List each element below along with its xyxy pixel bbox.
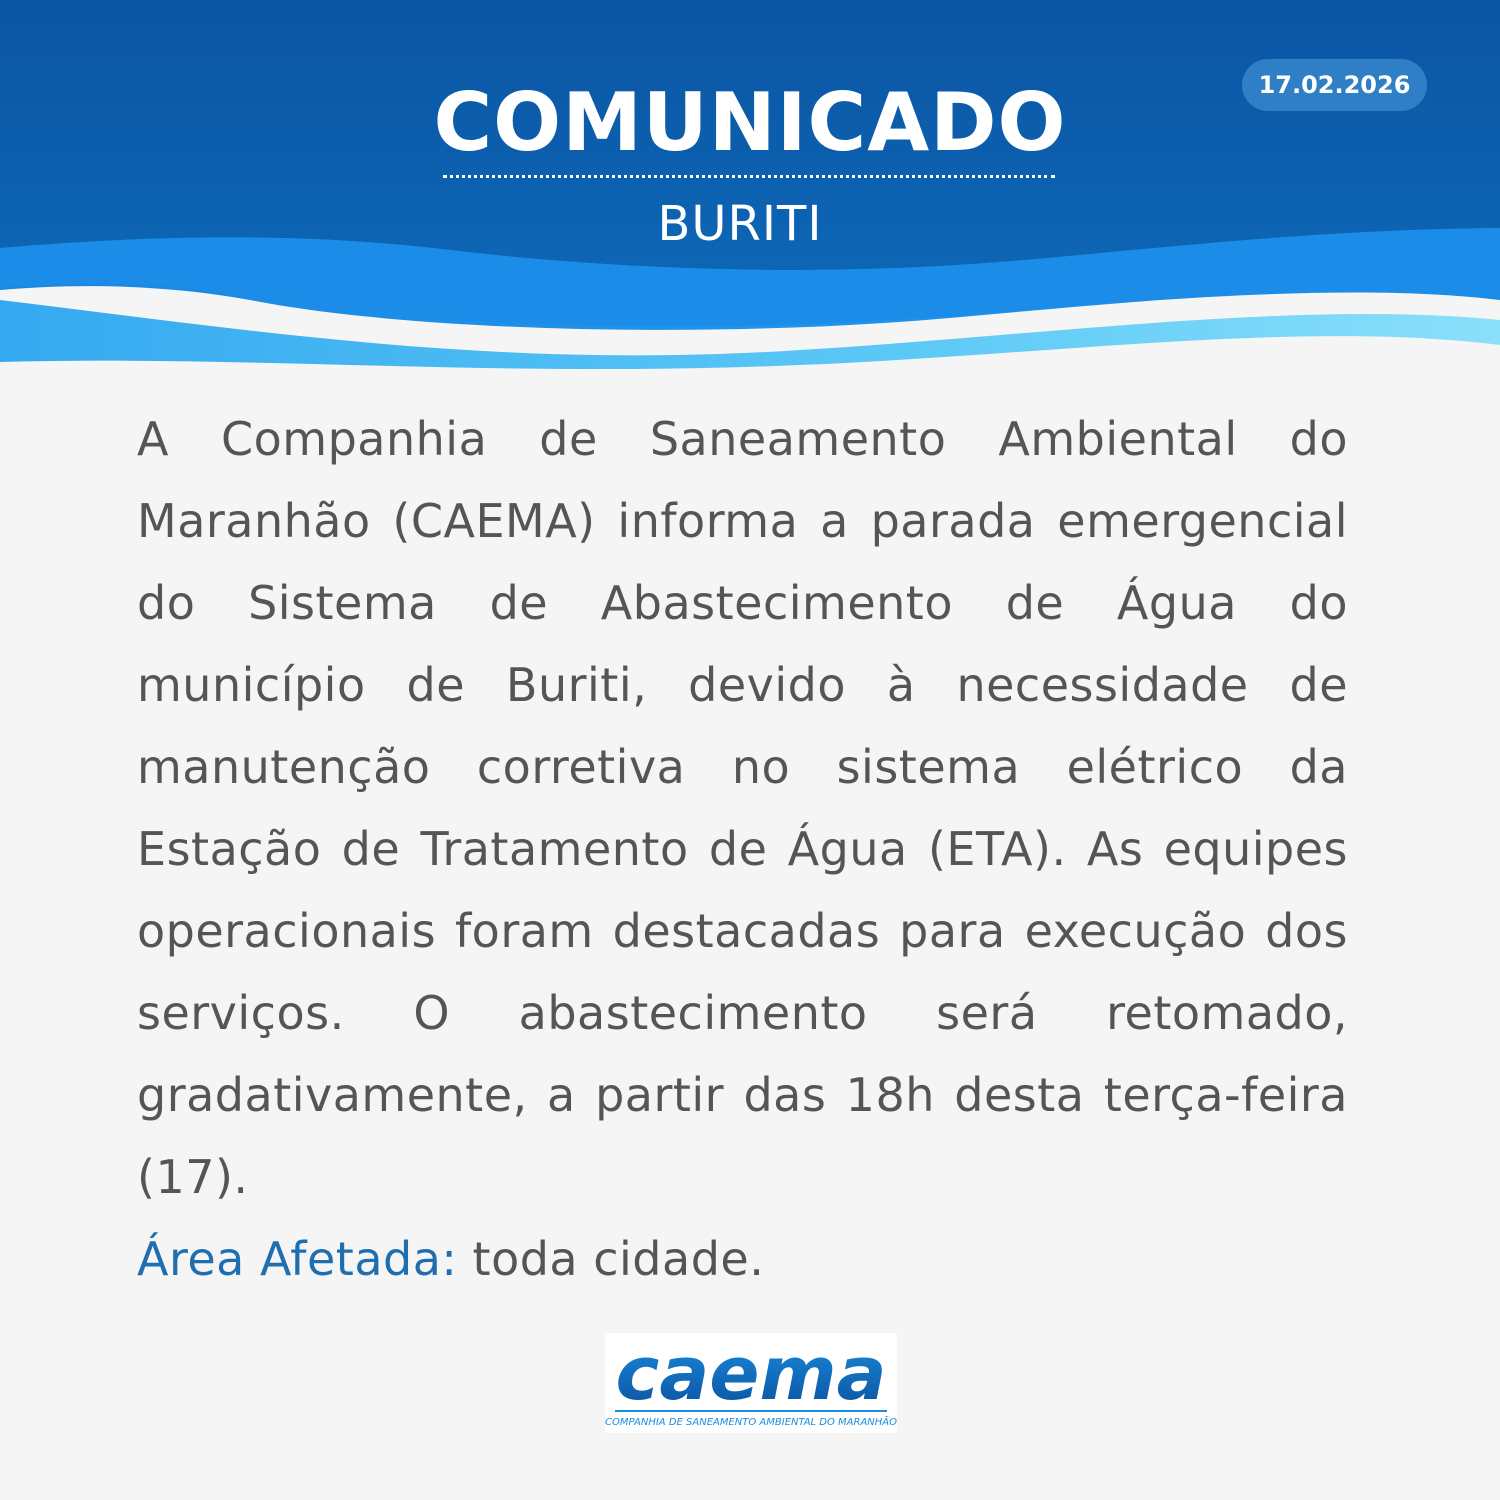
caema-logo-mark — [605, 1333, 897, 1433]
svg-text:COMPANHIA DE SANEAMENTO AMBIEN: COMPANHIA DE SANEAMENTO AMBIENTAL DO MARANHÃO — [605, 1417, 897, 1428]
title-divider — [443, 175, 1055, 178]
page-title: COMUNICADO — [433, 76, 1067, 169]
affected-area-label: Área Afetada: — [137, 1232, 458, 1286]
date-badge: 17.02.2026 — [1242, 59, 1427, 111]
location-subtitle: BURITI — [657, 196, 823, 252]
affected-area-value: toda cidade. — [472, 1232, 765, 1286]
affected-area-line — [137, 1218, 1348, 1300]
announcement-paragraph: A Companhia de Saneamento Ambiental do Maranhão (CAEMA) informa a parada emergencial do Sistema de Abastecimento de Água do município de Buriti, devido à necessidade de manutenção corretiva no sistema elétrico da Estação de Tratamento de Água (ETA). As equipes operacionais foram destacadas para execução dos serviços. O abastecimento será retomado, gradativamente, a partir das 18h desta terça-feira (17). — [137, 412, 1348, 1204]
svg-text:caema: caema — [615, 1333, 887, 1417]
header-wave-background — [0, 0, 1500, 380]
caema-logo — [605, 1333, 897, 1433]
